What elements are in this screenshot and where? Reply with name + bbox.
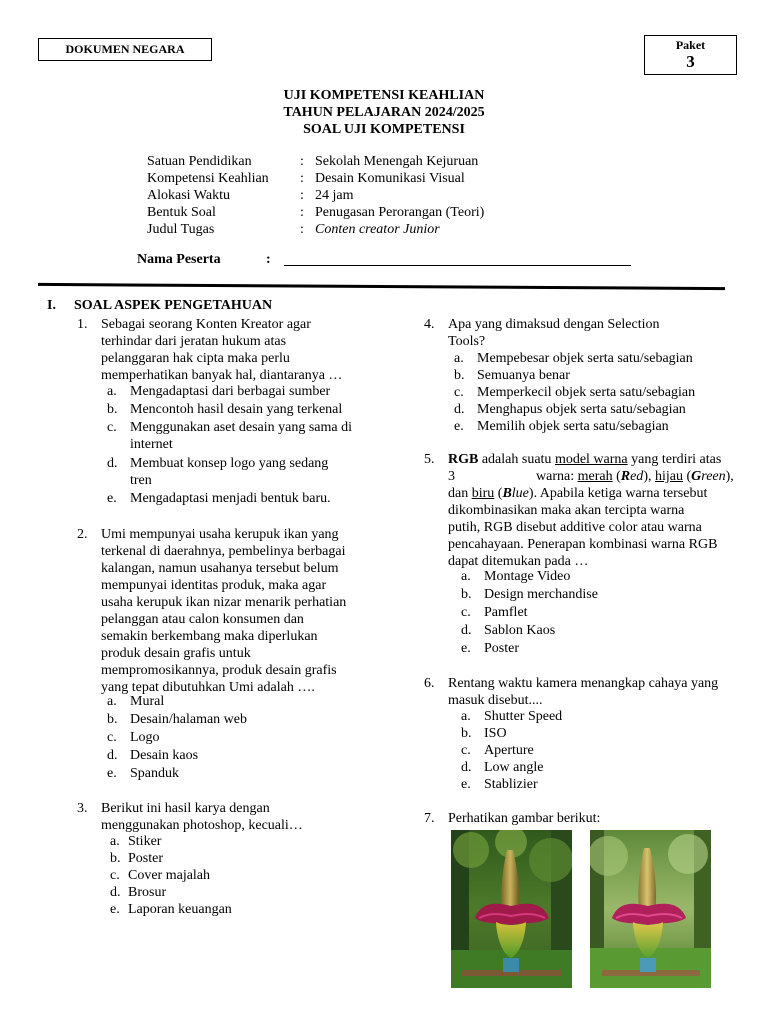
flower-photo-1: [451, 830, 572, 988]
title-line-3: SOAL UJI KOMPETENSI: [303, 122, 465, 137]
flower-photo-1-image: [451, 830, 572, 988]
doc-label: DOKUMEN NEGARA: [38, 38, 212, 61]
divider: [38, 283, 725, 290]
flower-photo-2-image: [590, 830, 711, 988]
title-line-1: UJI KOMPETENSI KEAHLIAN: [283, 88, 485, 103]
nama-peserta-field[interactable]: [284, 265, 631, 266]
nama-colon: :: [266, 252, 271, 267]
paket-label: Paket: [675, 38, 706, 52]
title-line-2: TAHUN PELAJARAN 2024/2025: [283, 105, 485, 120]
flower-photo-2: [590, 830, 711, 988]
paket-box: [644, 35, 737, 75]
paket-number: 3: [686, 52, 695, 71]
nama-peserta-label: Nama Peserta: [137, 252, 221, 267]
